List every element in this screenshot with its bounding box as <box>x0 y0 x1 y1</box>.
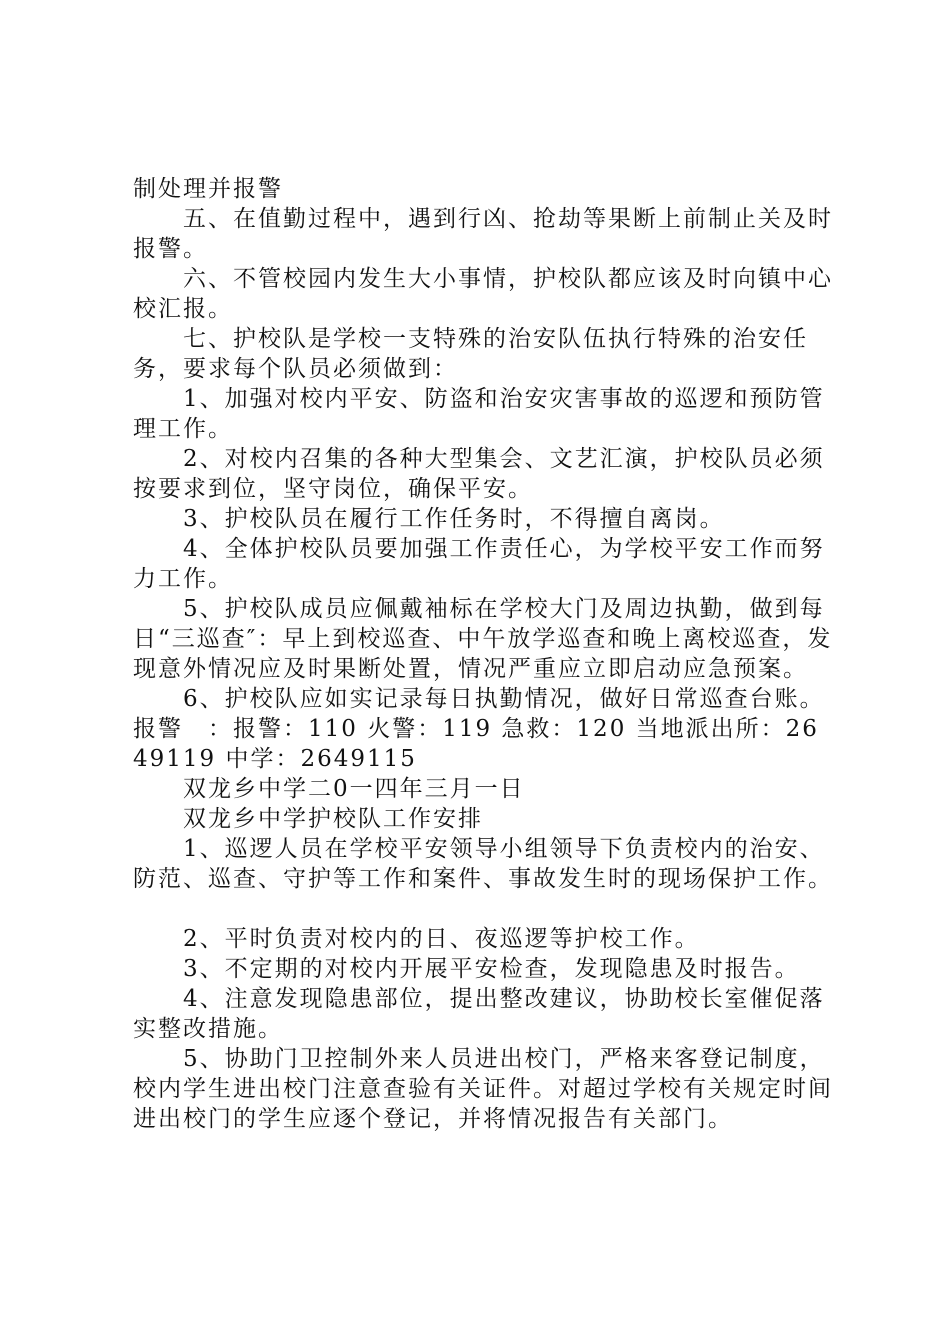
paragraph-6: 2、对校内召集的各种大型集会、文艺汇演，护校队员必须按要求到位，坚守岗位，确保平安。 <box>133 446 825 502</box>
paragraph-1: 制处理并报警 <box>133 176 283 202</box>
blank-line <box>133 894 833 924</box>
paragraph-14: 1、巡逻人员在学校平安领导小组领导下负责校内的治安、防范、巡查、守护等工作和案件、事故发生时的现场保护工作。 <box>133 836 833 892</box>
section-title: 双龙乡中学护校队工作安排 <box>183 806 483 832</box>
paragraph-9: 5、护校队成员应佩戴袖标在学校大门及周边执勤，做到每日“三巡查″：早上到校巡查、中午放学巡查和晚上离校巡查，发现意外情况应及时果断处置，情况严重应立即启动应急预案。 <box>133 596 833 682</box>
paragraph-3: 六、不管校园内发生大小事情，护校队都应该及时向镇中心校汇报。 <box>133 266 833 322</box>
paragraph-15: 2、平时负责对校内的日、夜巡逻等护校工作。 <box>183 926 700 952</box>
document-body <box>133 174 833 1134</box>
paragraph-10: 6、护校队应如实记录每日执勤情况，做好日常巡查台账。 <box>183 686 825 712</box>
signature-date: 双龙乡中学二0一四年三月一日 <box>183 776 525 802</box>
paragraph-5: 1、加强对校内平安、防盗和治安灾害事故的巡逻和预防管理工作。 <box>133 386 825 442</box>
paragraph-18: 5、协助门卫控制外来人员进出校门，严格来客登记制度，校内学生进出校门注意查验有关证件。对超过学校有关规定时间进出校门的学生应逐个登记，并将情况报告有关部门。 <box>133 1046 833 1132</box>
paragraph-7: 3、护校队员在履行工作任务时，不得擅自离岗。 <box>183 506 725 532</box>
paragraph-17: 4、注意发现隐患部位，提出整改建议，协助校长室催促落实整改措施。 <box>133 986 825 1042</box>
paragraph-4: 七、护校队是学校一支特殊的治安队伍执行特殊的治安任务，要求每个队员必须做到： <box>133 326 808 382</box>
paragraph-16: 3、不定期的对校内开展平安检查，发现隐患及时报告。 <box>183 956 800 982</box>
paragraph-2: 五、在值勤过程中，遇到行凶、抢劫等果断上前制止关及时报警。 <box>133 206 833 262</box>
emergency-phone-numbers: 报警 ：报警：110 火警：119 急救：120 当地派出所：2649119 中学：2649115 <box>133 716 819 772</box>
paragraph-8: 4、全体护校队员要加强工作责任心，为学校平安工作而努力工作。 <box>133 536 825 592</box>
